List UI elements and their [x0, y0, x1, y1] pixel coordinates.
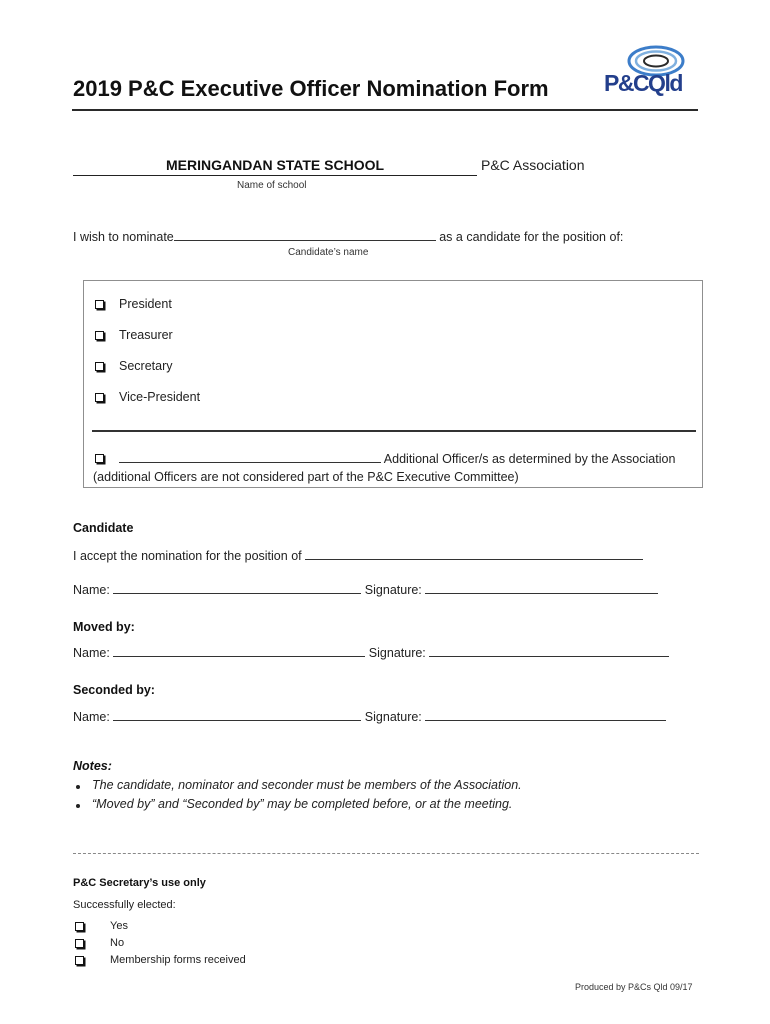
seconded-name-field[interactable] — [113, 709, 361, 721]
logo-text: P&CQld — [604, 70, 682, 96]
candidate-signature-label: Signature: — [364, 583, 422, 597]
title-divider — [72, 109, 698, 111]
bullet-icon — [76, 804, 80, 808]
secretary-option: Membership forms received — [110, 954, 246, 966]
secretary-heading: P&C Secretary’s use only — [73, 877, 206, 889]
produced-by-footer: Produced by P&Cs Qld 09/17 — [575, 982, 693, 992]
elected-label: Successfully elected: — [73, 899, 176, 911]
seconded-signature-field[interactable] — [425, 709, 666, 721]
nominate-sentence — [73, 229, 623, 244]
form-title: 2019 P&C Executive Officer Nomination Form — [73, 76, 549, 101]
candidate-name-field[interactable] — [174, 229, 436, 241]
vice-president-checkbox[interactable] — [95, 393, 104, 402]
president-checkbox[interactable] — [95, 300, 104, 309]
additional-officer-row — [119, 451, 675, 466]
additional-officer-label: Additional Officer/s as determined by the Association — [383, 452, 676, 466]
association-label: P&C Association — [481, 157, 585, 173]
accept-row — [73, 548, 643, 563]
candidate-signature-field[interactable] — [425, 582, 658, 594]
candidate-name-caption: Candidate’s name — [288, 247, 369, 258]
school-name-field[interactable] — [73, 157, 477, 176]
moved-name-field[interactable] — [113, 645, 365, 657]
accept-position-field[interactable] — [305, 548, 643, 560]
moved-signature-field[interactable] — [429, 645, 669, 657]
moved-name-label: Name: — [73, 646, 110, 660]
accept-label: I accept the nomination for the position of — [73, 549, 302, 563]
note-item: “Moved by” and “Seconded by” may be completed before, or at the meeting. — [92, 797, 513, 811]
notes-heading: Notes: — [73, 759, 112, 773]
note-item: The candidate, nominator and seconder must be members of the Association. — [92, 778, 522, 792]
position-option: Treasurer — [119, 328, 173, 342]
additional-officer-field[interactable] — [119, 451, 381, 463]
treasurer-checkbox[interactable] — [95, 331, 104, 340]
seconded-by-row — [73, 709, 666, 724]
membership-checkbox[interactable] — [75, 956, 84, 965]
seconded-signature-label: Signature: — [364, 710, 422, 724]
yes-checkbox[interactable] — [75, 922, 84, 931]
candidate-name-label: Name: — [73, 583, 110, 597]
bullet-icon — [76, 785, 80, 789]
moved-by-heading: Moved by: — [73, 620, 135, 634]
seconded-by-heading: Seconded by: — [73, 683, 155, 697]
additional-officer-checkbox[interactable] — [95, 454, 104, 463]
box-divider — [92, 430, 696, 432]
nominate-suffix: as a candidate for the position of: — [439, 230, 624, 244]
school-name-caption: Name of school — [237, 180, 307, 191]
additional-officer-note: (additional Officers are not considered part of the P&C Executive Committee) — [93, 470, 519, 484]
positions-box — [83, 280, 703, 488]
position-option: President — [119, 297, 172, 311]
secretary-option: No — [110, 937, 125, 949]
secretary-option: Yes — [110, 920, 128, 932]
position-option: Secretary — [119, 359, 173, 373]
school-name-value: MERINGANDAN STATE SCHOOL — [166, 157, 385, 173]
candidate-name-input[interactable] — [113, 582, 361, 594]
pc-qld-logo — [604, 44, 706, 100]
secretary-checkbox[interactable] — [95, 362, 104, 371]
moved-by-row — [73, 645, 669, 660]
moved-signature-label: Signature: — [368, 646, 426, 660]
nominate-label: I wish to nominate — [73, 230, 174, 244]
position-option: Vice-President — [119, 390, 201, 404]
candidate-name-row — [73, 582, 658, 597]
section-divider — [73, 853, 699, 854]
candidate-heading: Candidate — [73, 521, 134, 535]
seconded-name-label: Name: — [73, 710, 110, 724]
no-checkbox[interactable] — [75, 939, 84, 948]
